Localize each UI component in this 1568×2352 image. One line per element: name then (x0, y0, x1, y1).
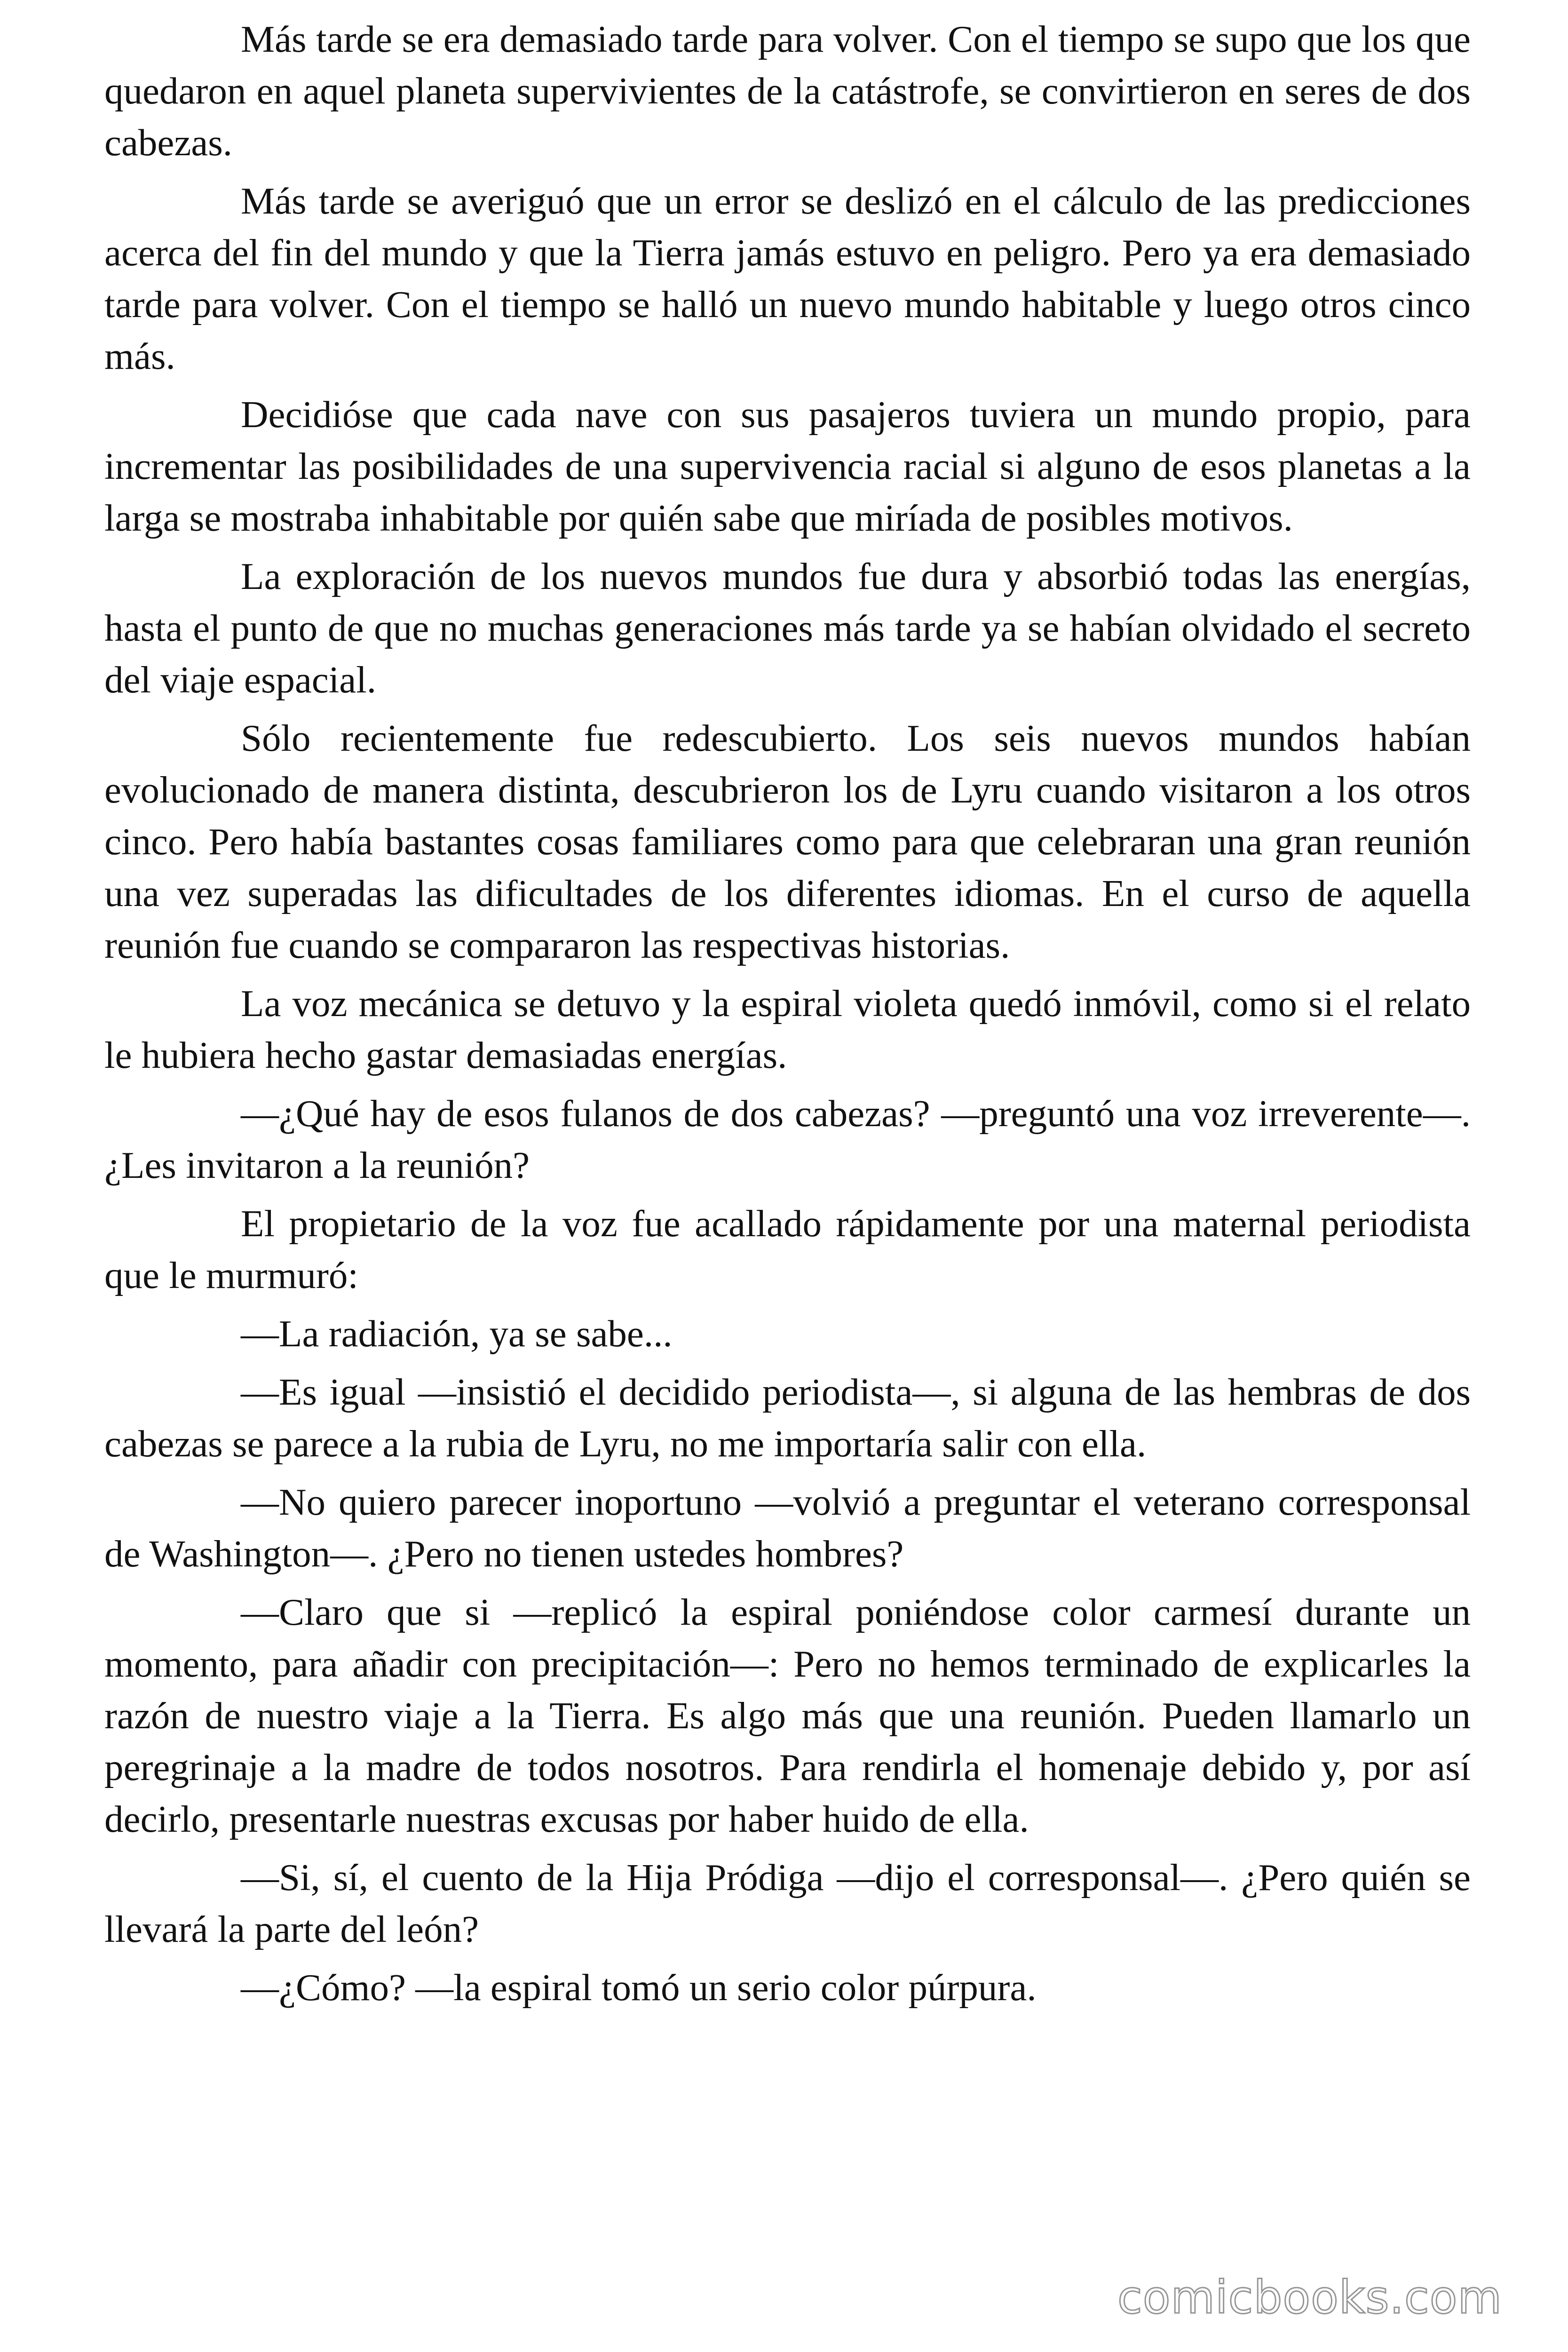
paragraph: —¿Cómo? —la espiral tomó un serio color púrpura. (241, 1966, 1037, 2009)
paragraph: —La radiación, ya se sabe... (241, 1312, 673, 1355)
paragraph: Más tarde se era demasiado tarde para volver. Con el tiempo se supo que los que quedaron en aquel planeta supervivientes de la catástrofe, se convirtieron en seres de dos cabezas. (104, 18, 1471, 164)
paragraph: —No quiero parecer inoportuno —volvió a preguntar el veterano corresponsal de Washington—. ¿Pero no tienen ustedes hombres? (104, 1481, 1471, 1575)
paragraph: —Si, sí, el cuento de la Hija Pródiga —dijo el corresponsal—. ¿Pero quién se llevará la parte del león? (104, 1856, 1471, 1950)
paragraph: La exploración de los nuevos mundos fue dura y absorbió todas las energías, hasta el punto de que no muchas generaciones más tarde ya se habían olvidado el secreto del viaje espacial. (104, 555, 1471, 701)
watermark: comicbooks.com (1117, 2271, 1502, 2324)
paragraph: El propietario de la voz fue acallado rápidamente por una maternal periodista que le murmuró: (104, 1202, 1471, 1296)
paragraph: La voz mecánica se detuvo y la espiral violeta quedó inmóvil, como si el relato le hubiera hecho gastar demasiadas energías. (104, 982, 1471, 1076)
paragraph: —Es igual —insistió el decidido periodista—, si alguna de las hembras de dos cabezas se parece a la rubia de Lyru, no me importaría salir con ella. (104, 1371, 1471, 1465)
paragraph: Decidióse que cada nave con sus pasajeros tuviera un mundo propio, para incrementar las posibilidades de una supervivencia racial si alguno de esos planetas a la larga se mostraba inhabitable por quién sabe que miríada de posibles motivos. (104, 393, 1471, 539)
page-text (104, 13, 1471, 2328)
paragraph: —Claro que si —replicó la espiral poniéndose color carmesí durante un momento, para añadir con precipitación—: Pero no hemos terminado de explicarles la razón de nuestro viaje a la Tierra. Es algo más que una reunión. Pueden llamarlo un peregrinaje a la madre de todos nosotros. Para rendirla el homenaje debido y, por así decirlo, presentarle nuestras excusas por haber huido de ella. (104, 1591, 1471, 1840)
paragraph: Sólo recientemente fue redescubierto. Los seis nuevos mundos habían evolucionado de manera distinta, descubrieron los de Lyru cuando visitaron a los otros cinco. Pero había bastantes cosas familiares como para que celebraran una gran reunión una vez superadas las dificultades de los diferentes idiomas. En el curso de aquella reunión fue cuando se compararon las respectivas historias. (104, 717, 1471, 966)
paragraph: —¿Qué hay de esos fulanos de dos cabezas? —preguntó una voz irreverente—. ¿Les invitaron a la reunión? (104, 1092, 1471, 1186)
paragraph: Más tarde se averiguó que un error se deslizó en el cálculo de las predicciones acerca del fin del mundo y que la Tierra jamás estuvo en peligro. Pero ya era demasiado tarde para volver. Con el tiempo se halló un nuevo mundo habitable y luego otros cinco más. (104, 180, 1471, 377)
